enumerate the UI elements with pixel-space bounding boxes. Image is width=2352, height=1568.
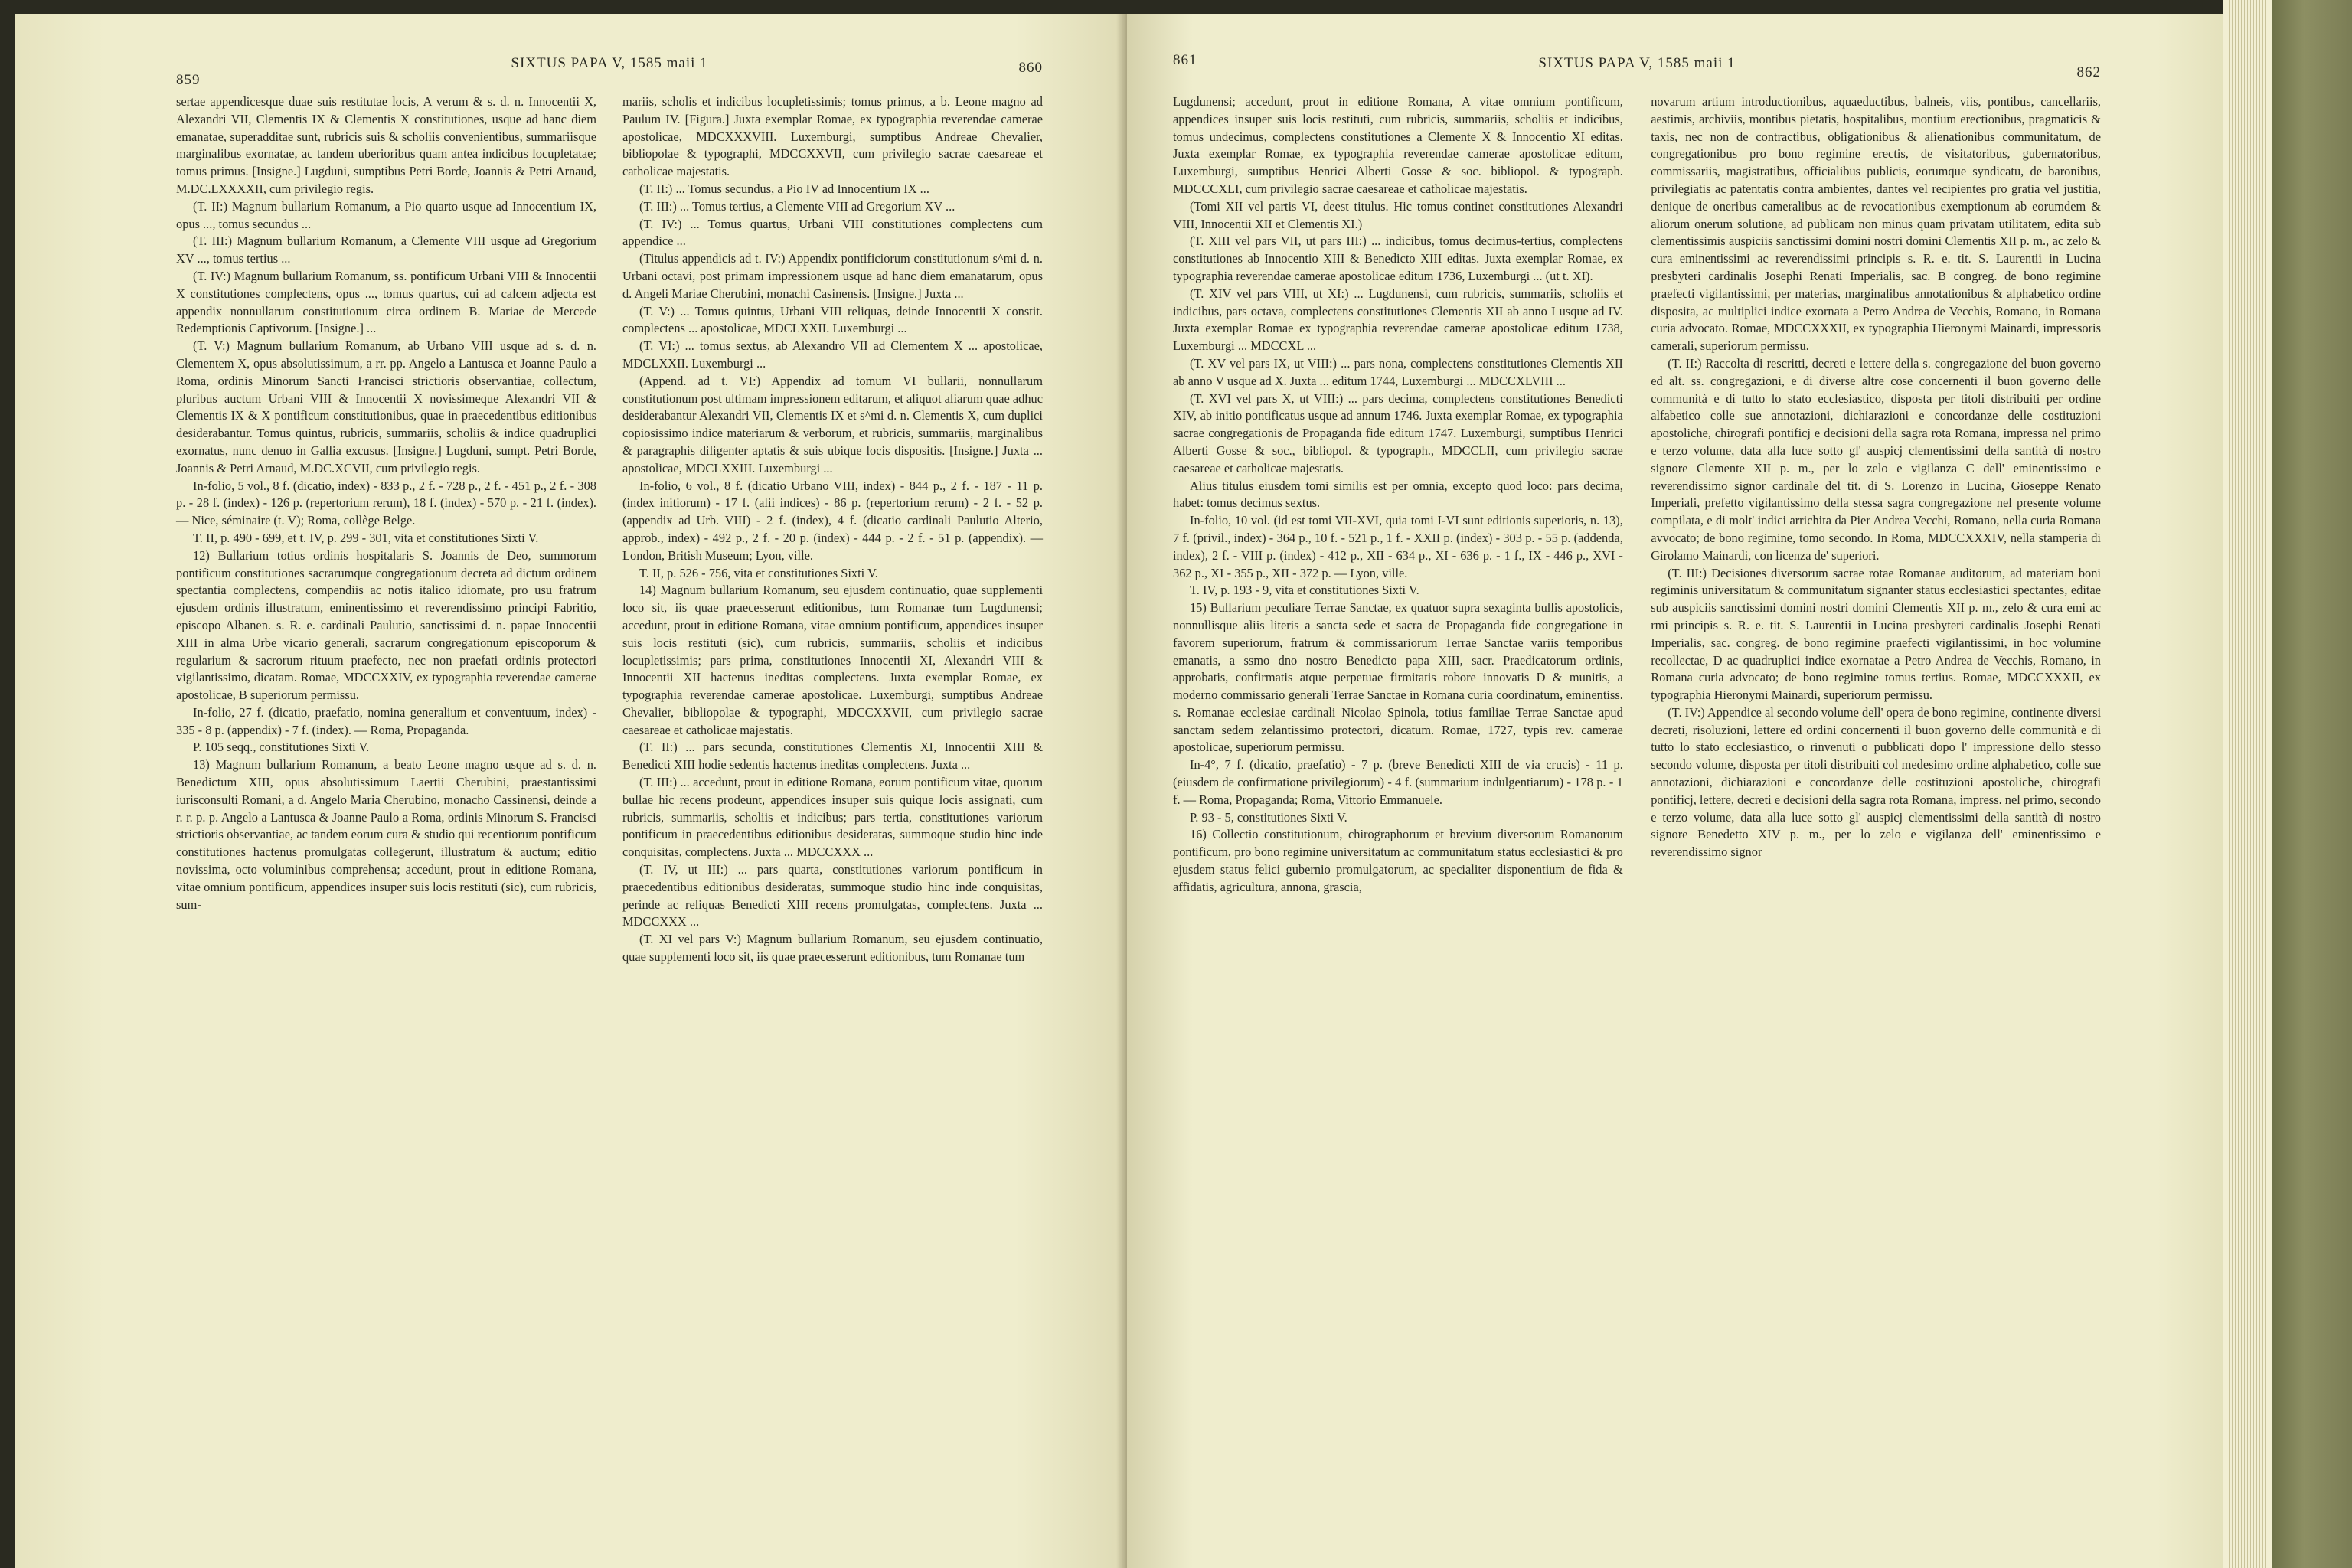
paragraph: In-folio, 6 vol., 8 f. (dicatio Urbano VIII, index) - 844 p., 2 f. - 187 - 11 p. (index initiorum) - 17 f. (alii indices) - 86 p. (repertorium rerum) - 2 f. - 52 p. (appendix ad Urb. VIII) - 2 f. (index), 4 f. (dicatio cardinali Paulutio Alterio, approb., index) - 492 p., 2 f. - 20 p. (index) - 444 p. - 2 f. - 51 p. (appendix). — London, British Museum; Lyon, ville. [622,478,1043,563]
paragraph: sertae appendicesque duae suis restitutae locis, A verum & s. d. n. Innocentii X, Alexandri VII, Clementis IX & Clementis X constitutiones, usque ad hanc diem emanatae, superadditae sunt, rubricis suis & scholiis convenientibus, summariisque marginalibus exornatae, ac tandem uberioribus quam antea indicibus locupletatae; tomus primus. [Insigne.] Lugduni, sumptibus Petri Borde, Joannis & Petri Arnaud, M.DC.LXXXXII, cum privilegio regis. [176,94,597,196]
paragraph: (T. XV vel pars IX, ut VIII:) ... pars nona, complectens constitutiones Clementis XII ab anno V usque ad X. Juxta ... editum 1744, Luxemburgi ... MDCCXLVIII ... [1173,355,1623,388]
paragraph: In-4°, 7 f. (dicatio, praefatio) - 7 p. (breve Benedicti XIII de via crucis) - 11 p. (eiusdem de confirmatione privilegiorum) - 4 f. (summarium indulgentiarum) - 178 p. - 1 f. — Roma, Propaganda; Roma, Vittorio Emmanuele. [1173,757,1623,807]
right-page [1127,14,2223,1568]
paragraph: mariis, scholis et indicibus locupletissimis; tomus primus, a b. Leone magno ad Paulum IV. [Figura.] Juxta exemplar Romae, ex typographia reverendae camerae apostolicae, MDCXXXVIII. Luxemburgi, sumptibus Andreae Chevalier, bibliopolae & typographi, MDCCXXVII, cum privilegio sacrae caesareae et catholicae majestatis. [622,94,1043,179]
paragraph: Lugdunensi; accedunt, prout in editione Romana, A vitae omnium pontificum, appendices insuper suis locis restituti, cum rubricis, summariis, scholiis et indicibus, tomus undecimus, complectens constitutiones a Clemente X & Innocentio XI editas. Juxta exemplar Romae, ex typographia reverendae camerae apostolicae editum, Luxemburgi, sumptibus Henrici Alberti Gosse & soc. bibliopol. & typograph. MDCCCXLI, cum privilegio sacrae caesareae et catholicae majestatis. [1173,94,1623,196]
paragraph: Alius titulus eiusdem tomi similis est per omnia, excepto quod loco: pars decima, habet: tomus decimus sextus. [1173,478,1623,511]
running-title: SIXTUS PAPA V, 1585 maii 1 [1538,55,1736,71]
paragraph: T. II, p. 490 - 699, et t. IV, p. 299 - 301, vita et constitutiones Sixti V. [193,530,539,545]
right-page-header [1173,44,2101,89]
paragraph: 14) Magnum bullarium Romanum, seu ejusdem continuatio, quae supplementi loco sit, iis quae praecesserunt editionibus, tum Romanae tum Lugdunensi; accedunt, prout in editione Romana, vitae omnium pontificum, appendices insuper suis locis restituti (sic), cum rubricis, summariis, scholiis et indicibus locupletissimis; pars prima, constitutiones Innocentii XI, Alexandri VIII & Innocentii XII hactenus ineditas complectens. Juxta exemplar Romae, ex typographia reverendae camerae apostolicae. Luxemburgi, sumptibus Andreae Chevalier, bibliopolae & typographi, MDCCXXVII, cum privilegio sacrae caesareae et catholicae majestatis. [622,583,1043,737]
paragraph: (T. II:) Raccolta di rescritti, decreti e lettere della s. congregazione del buon governo ed alt. ss. congregazioni, e di diverse altre cose concernenti il buon governo delle communità e di tutto lo stato ecclesiastico, disposta per titoli distribuiti per ordine alfabetico colle sue annotazioni, dichiarazioni e concordanze delle costituzioni apostoliche, chirografi pontificj e decisioni della sagra rota Romana, impressa nel primo e terzo volume, data alla luce sotto gl' auspicj clementissimi della santità di nostro signore Clemente XII p. m., per lo zelo e vigilanza C dell' eminentissimo e reverendissimo signor cardinale del tit. di S. Lorenzo in Lucina, Gioseppe Renato Imperiali, prefetto vigilantissimo della stessa sagra congregazione nel presente volume compilata, e di molt' indici arrichita da Pier Andrea Vecchi, Romano, nella curia Romana avvocato; de bono regimine, tomo secondo. In Roma, MDCCXXXIV, nella stamperia di Girolamo Mainardi, con licenza de' superiori. [1651,355,2101,563]
paragraph: (T. II:) Magnum bullarium Romanum, a Pio quarto usque ad Innocentium IX, opus ..., tomus secundus ... [176,198,597,231]
paragraph: (T. XIV vel pars VIII, ut XI:) ... Lugdunensi, cum rubricis, summariis, scholiis et indicibus, pars octava, complectens constitutiones Clementis XII ab anno I usque ad IV. Juxta exemplar Romae ex typographia reverendae camerae apostolicae editum 1738, Luxemburgi ... MDCCXL ... [1173,286,1623,354]
column-859 [176,93,596,966]
paragraph: P. 105 seqq., constitutiones Sixti V. [193,740,370,755]
paragraph: 13) Magnum bullarium Romanum, a beato Leone magno usque ad s. d. n. Benedictum XIII, opus absolutissimum Laertii Cherubini, praestantissimi iurisconsulti Romani, a d. Angelo Maria Cherubino, monacho Cassinensi, deinde a r. r. p. p. Angelo a Lantusca & Joanne Paulo a Roma, ordinis Minorum S. Francisci strictioris observantiae, ac tandem eorum cura & studio qui recentiorum pontificum constitutiones hactenus promulgatas collegerunt, illustratum & auctum; editio novissima, octo voluminibus comprehensa; accedunt, prout in editione Romana, vitae omnium pontificum, appendices insuper suis locis restituti (sic), cum rubricis, sum- [176,757,597,912]
paragraph: (T. IV:) Magnum bullarium Romanum, ss. pontificum Urbani VIII & Innocentii X constitutiones complectens, opus ..., tomus quartus, cui ad calcem adjecta est appendix nonnullarum constitutionum circa ordinem B. Mariae de Mercede Redemptionis Captivorum. [Insigne.] ... [176,268,597,336]
book-cover [2272,0,2352,1568]
paragraph: (T. II:) ... pars secunda, constitutiones Clementis XI, Innocentii XIII & Benedicti XIII hodie sedentis hactenus ineditas complectens. Juxta ... [622,740,1043,773]
paragraph: P. 93 - 5, constitutiones Sixti V. [1190,809,1348,825]
paragraph: In-folio, 5 vol., 8 f. (dicatio, index) - 833 p., 2 f. - 728 p., 2 f. - 451 p., 2 f. - 308 p. - 28 f. (index) - 126 p. (repertorium rerum), 18 f. (index) - 570 p. - 21 f. (index). — Nice, séminaire (t. V); Roma, collège Belge. [176,478,597,528]
paragraph: (T. III:) ... accedunt, prout in editione Romana, eorum pontificum vitae, quorum bullae hic recens prodeunt, appendices insuper suis quique locis assignati, cum rubricis, summariis, scholiis et indicibus; pars tertia, constitutiones variorum pontificum in praecedentibus editionibus desideratas, summoque studio hinc inde conquisitas, complectens. Juxta ... MDCCXXX ... [622,775,1043,860]
paragraph: (Titulus appendicis ad t. IV:) Appendix pontificiorum constitutionum s^mi d. n. Urbani octavi, post primam impressionem usque ad hanc diem emanatarum, opus d. Angeli Mariae Cherubini, monachi Casinensis. [Insigne.] Juxta ... [622,251,1043,301]
column-861 [1173,93,1623,897]
paragraph: (T. III:) ... Tomus tertius, a Clemente VIII ad Gregorium XV ... [639,198,956,214]
paragraph: In-folio, 27 f. (dicatio, praefatio, nomina generalium et conventuum, index) - 335 - 8 p. (appendix) - 7 f. (index). — Roma, Propaganda. [176,704,597,737]
page-number-859: 859 [176,72,201,88]
paragraph: (T. VI:) ... tomus sextus, ab Alexandro VII ad Clementem X ... apostolicae, MDCLXXII. Luxemburgi ... [622,338,1043,371]
left-page [15,14,1127,1568]
paragraph: In-folio, 10 vol. (id est tomi VII-XVI, quia tomi I-VI sunt editionis superioris, n. 13), 7 f. (privil., index) - 364 p., 10 f. - 521 p., 1 f. - XXII p. (index) - 303 p. - 55 p. (addenda, index), 2 f. - VIII p. (index) - 412 p., XII - 634 p., XI - 636 p. - 1 f., IX - 446 p., XVI - 362 p., XI - 355 p., XII - 372 p. — Lyon, ville. [1173,513,1623,580]
left-page-header [176,44,1043,89]
paragraph: (T. IV, ut III:) ... pars quarta, constitutiones variorum pontificum in praecedentibus editionibus desideratas, summoque studio hinc inde conquisitas, perinde ac reliquas Benedicti XIII recens promulgatas, complectens. Juxta ... MDCCXXX ... [622,862,1043,929]
paragraph: (Append. ad t. VI:) Appendix ad tomum VI bullarii, nonnullarum constitutionum post ultimam impressionem editarum, et aliquot aliarum quae adhuc desiderabantur Alexandri VII, Clementis IX et s^mi d. n. Clementis X, cum duplici copiosissimo indice materiarum & verborum, et rubricis, summariis, marginalibus & paragraphis diligenter aptatis & suis ubique locis dispositis. [Insigne.] Juxta ... apostolicae, MDCLXXIII. Luxemburgi ... [622,373,1043,475]
paragraph: novarum artium introductionibus, aquaeductibus, balneis, viis, pontibus, cancellariis, aestimis, archiviis, montibus pietatis, hospitalibus, montium erectionibus, pragmaticis & taxis, nec non de contractibus, obligationibus & alienationibus communitatum, de congregationibus pro bono regimine erectis, de visitatoribus, gubernatoribus, commissariis, magistratibus, officialibus publicis, eorumque syndicatu, de baronibus, privilegiatis ac patentatis contra ambientes, dantes vel recipientes pro gratia vel justitia, denique de oneribus cameralibus ac de revocationibus exemptionum ab eorumdem & aliorum onerum solutione, ad publicam non minus quam privatam utilitatem, edita sub clementissimis auspiciis sanctissimi domini nostri domini Clementis XII p. m., ac zelo & cura eminentissimi ac reverendissimi principis s. R. e. tit. S. Laurentii in Lucina presbyteri cardinalis Josephi Renati Imperialis, sac. B congreg. de bono regimine praefecti vigilantissimi, per materias, marginalibus annotationibus & alphabetico ordine disposita, ac multiplici indice exornata a Petro Andrea de Vecchis, Romano, in Romana curia advocato. Romae, MDCCXXXII, ex typographia Hieronymi Mainardi, impressoris camerali, superiorum permissu. [1651,94,2101,354]
page-number-862: 862 [2076,64,2101,80]
paragraph: (Tomi XII vel partis VI, deest titulus. Hic tomus continet constitutiones Alexandri VIII, Innocentii XII et Clementis XI.) [1173,198,1623,231]
right-page-columns [1173,93,2101,897]
column-862 [1651,93,2101,897]
paragraph: (T. XVI vel pars X, ut VIII:) ... pars decima, complectens constitutiones Benedicti XIV, ab initio pontificatus usque ad annum 1746. Juxta exemplar Romae, ex typographia sacrae congregationis de Propaganda fide editum 1747. Luxemburgi, sumptibus Henrici Alberti Gosse & soc., bibliopol. & typograph., MDCCLII, cum privilegio sacrae caesareae et catholicae majestatis. [1173,390,1623,475]
paragraph: (T. XI vel pars V:) Magnum bullarium Romanum, seu ejusdem continuatio, quae supplementi loco sit, iis quae praecesserunt editionibus, tum Romanae tum [622,932,1043,965]
paragraph: 12) Bullarium totius ordinis hospitalaris S. Joannis de Deo, summorum pontificum constitutiones sacrarumque congregationum decreta ad dictum ordinem spectantia complectens, compendiis ac notis italico idiomate, pro usu fratrum ejusdem ordinis illustratum, eminentissimo et reverendissimo principi Fabritio, episcopo Albanen. s. R. e. cardinali Paulutio, sanctissimi d. n. papae Innocentii XIII in alma Urbe vicario generali, sacrarum congregationum episcoporum & regularium & sacrorum rituum praefecto, nec non praefati ordinis protectori vigilantissimo, dicatam. Romae, MDCCXXIV, ex typographia reverendae camerae apostolicae, B superiorum permissu. [176,547,597,703]
paragraph: 15) Bullarium peculiare Terrae Sanctae, ex quatuor supra sexaginta bullis apostolicis, nonnullisque aliis literis a sancta sede et sacra de Propaganda fide congregatione in favorem superiorum, fratrum & commissariorum Terrae Sanctae variis temporibus emanatis, a ssmo dno nostro Benedicto papa XIII, sacr. Praedicatorum ordinis, approbatis, confirmatis atque perpetuae firmitatis robore innovatis D & munitis, a moderno commissario generali Terrae Sanctae in Romana curia coordinatum, eminentiss. s. Romanae ecclesiae cardinali Nicolao Spinola, totius familiae Terrae Sanctae apud sanctam sedem zelantissimo protectori, dicatum. Romae, 1727, typis rev. camerae apostolicae, superiorum permissu. [1173,600,1623,755]
page-edges [2223,0,2272,1568]
paragraph: (T. V:) Magnum bullarium Romanum, ab Urbano VIII usque ad s. d. n. Clementem X, opus absolutissimum, a rr. pp. Angelo a Lantusca et Joanne Paulo a Roma, ordinis Minorum Sancti Francisci strictioris observantiae, collectum, pluribus auctum Urbani VIII & Innocentii X novissimeque Alexandri VII & Clementis IX & X pontificum constitutionibus, quae in praecedentibus editionibus desiderabantur. Tomus quintus, rubricis, summariis, scholiis & indice quadruplici exornatus, nunc denuo in Gallia excusus. [Insigne.] Lugduni, sumpt. Petri Borde, Joannis & Petri Arnaud, M.DC.XCVII, cum privilegio regis. [176,338,597,475]
paragraph: (T. II:) ... Tomus secundus, a Pio IV ad Innocentium IX ... [639,181,929,196]
paragraph: (T. IV:) ... Tomus quartus, Urbani VIII constitutiones complectens cum appendice ... [622,216,1043,249]
paragraph: (T. XIII vel pars VII, ut pars III:) ... indicibus, tomus decimus-tertius, complectens constitutiones ab Innocentio XIII & Benedicto XIII editas. Juxta exemplar Romae, ex typographia reverendae camerae apostolicae editum 1736, Luxemburgi ... (ut t. XI). [1173,234,1623,283]
paragraph: T. II, p. 526 - 756, vita et constitutiones Sixti V. [639,565,878,580]
column-860 [622,93,1043,966]
left-page-columns [176,93,1043,966]
paragraph: T. IV, p. 193 - 9, vita et constitutiones Sixti V. [1190,583,1419,598]
page-number-860: 860 [1018,60,1043,76]
running-title: SIXTUS PAPA V, 1585 maii 1 [511,55,708,71]
paragraph: (T. V:) ... Tomus quintus, Urbani VIII reliquas, deinde Innocentii X constit. complectens ... apostolicae, MDCLXXII. Luxemburgi ... [622,303,1043,336]
paragraph: (T. III:) Decisiones diversorum sacrae rotae Romanae auditorum, ad materiam boni regiminis universitatum & communitatum signanter status ecclesiastici spectantes, editae sub auspiciis sanctissimi domini nostri domini Clementis XII p. m., zelo & cura emi ac rmi principis s. R. e. tit. S. Laurentii in Lucina presbyteri cardinalis Josephi Renati Imperialis, sac. congreg. de bono regimine praefecti vigilantissimi, in hoc volumine recollectae, D ac quadruplici indice exornatae a Petro Andrea de Vecchis, Romano, in Romana curia advocato; de bono regimine tomus tertius. Romae, MDCCXXXII, ex typographia Hieronymi Mainardi, superiorum permissu. [1651,565,2101,703]
paragraph: (T. IV:) Appendice al secondo volume dell' opera de bono regimine, continente diversi decreti, risoluzioni, lettere ed ordini concernenti il buon governo delle communità e di tutto lo stato ecclesiastico, o rinvenuti o pubblicati dopo l' impressione dello stesso secondo volume, disposta per titoli distribuiti col medesimo ordine alphabetico, colle sue annotazioni, dichiarazioni e concordanze delle costituzioni apostoliche, chirografi pontificj, lettere, decreti e decisioni della sagra rota Romana, impress. nel primo, secondo e terzo volume, data alla luce sotto gl' auspicj clementissimi della santità di nostro signore Benedetto XIV p. m., per lo zelo e vigilanza dell' eminentissimo e reverendissimo signor [1651,704,2102,860]
page-number-861: 861 [1173,52,1197,68]
paragraph: 16) Collectio constitutionum, chirographorum et brevium diversorum Romanorum pontificum, pro bono regimine universitatum ac communitatum status ecclesiastici & pro ejusdem status felici gubernio promulgatorum, ac specialiter disponentium de fida & affidatis, agricultura, annona, grascia, [1173,827,1623,894]
paragraph: (T. III:) Magnum bullarium Romanum, a Clemente VIII usque ad Gregorium XV ..., tomus tertius ... [176,234,597,266]
